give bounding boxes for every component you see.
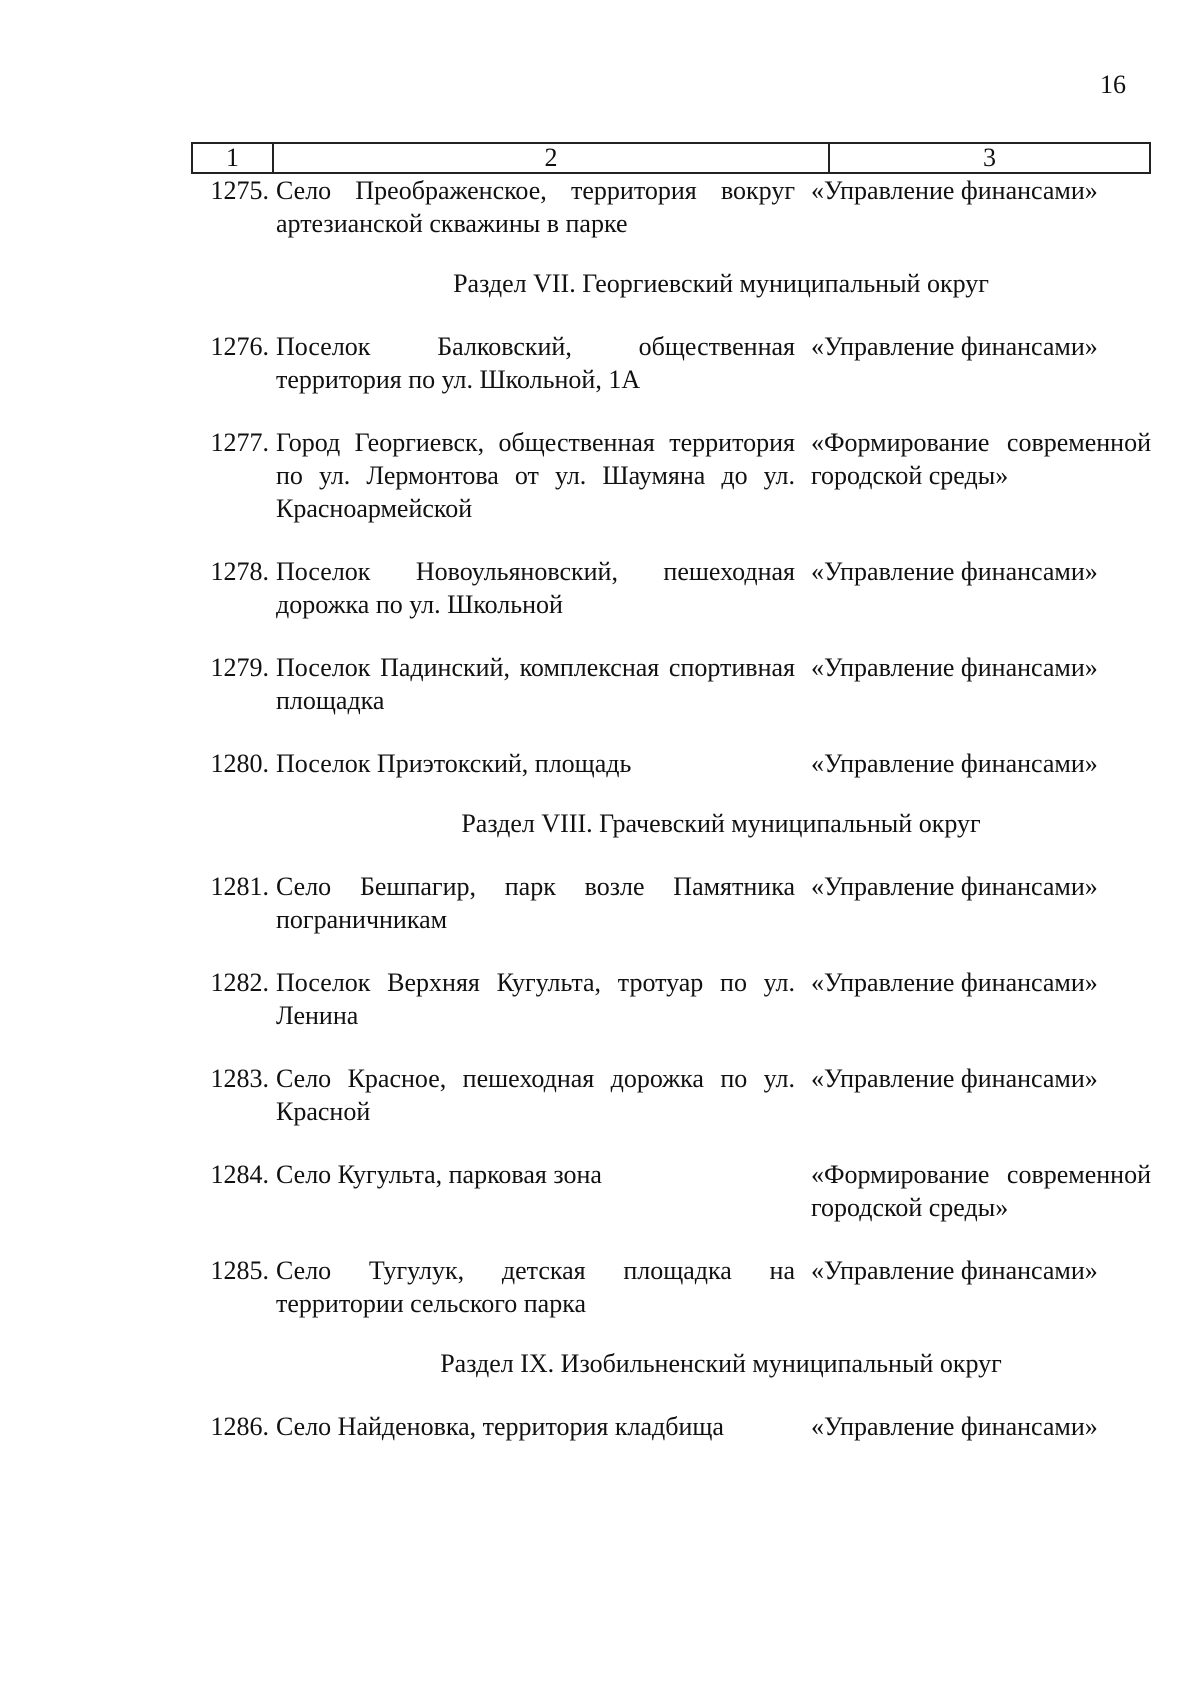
entry-program: «Управление финансами» [811,332,1098,361]
entry-program: «Формирование современной городской среды» [811,1160,1151,1222]
entry-place: Село Кугульта, парковая зона [276,1160,602,1189]
entry-program: «Управление финансами» [811,1412,1098,1441]
entry-place: Село Преображенское, территория вокруг артезианской скважины в парке [276,176,795,238]
entry-number: 1281. [210,872,269,901]
entry-place: Город Георгиевск, общественная территория по ул. Лермонтова от ул. Шаумяна до ул. Красноармейской [276,428,795,523]
entry-number: 1275. [210,176,269,205]
entry-program: «Управление финансами» [811,176,1098,205]
entry-number: 1285. [210,1256,269,1285]
entry-number: 1282. [210,968,269,997]
section-title: Раздел VII. Георгиевский муниципальный округ [453,269,989,298]
page-number: 16 [1100,70,1126,99]
entry-program: «Управление финансами» [811,557,1098,586]
list-item [191,747,1151,780]
entry-place: Поселок Новоульяновский, пешеходная дорожка по ул. Школьной [276,557,795,619]
entry-number: 1277. [210,428,269,457]
document-body [191,174,1151,1443]
entry-place: Село Красное, пешеходная дорожка по ул. Красной [276,1064,795,1126]
column-header-3: 3 [983,143,996,172]
list-item [191,426,1151,525]
list-item [191,870,1151,936]
entry-program: «Управление финансами» [811,1064,1098,1093]
entry-place: Село Найденовка, территория кладбища [276,1412,724,1441]
entry-program: «Формирование современной городской среды» [811,428,1151,490]
entry-number: 1276. [210,332,269,361]
entry-place: Поселок Балковский, общественная территория по ул. Школьной, 1А [276,332,795,394]
entry-program: «Управление финансами» [811,968,1098,997]
entry-program: «Управление финансами» [811,653,1098,682]
entry-program: «Управление финансами» [811,1256,1098,1285]
list-item [191,330,1151,396]
list-item [191,174,1151,240]
entry-number: 1278. [210,557,269,586]
entry-program: «Управление финансами» [811,749,1098,778]
entry-place: Село Бешпагир, парк возле Памятника пограничникам [276,872,795,934]
list-item [191,966,1151,1032]
entry-number: 1279. [210,653,269,682]
entry-place: Поселок Верхняя Кугульта, тротуар по ул. Ленина [276,968,795,1030]
entry-place: Село Тугулук, детская площадка на территории сельского парка [276,1256,795,1318]
section-title: Раздел IX. Изобильненский муниципальный округ [440,1349,1002,1378]
section-title: Раздел VIII. Грачевский муниципальный округ [461,809,981,838]
column-header-2: 2 [274,144,830,172]
column-header-1: 1 [193,144,274,172]
entry-number: 1284. [210,1160,269,1189]
entry-place: Поселок Приэтокский, площадь [276,749,632,778]
entry-number: 1283. [210,1064,269,1093]
list-item [191,1158,1151,1224]
entry-number: 1286. [210,1412,269,1441]
list-item [191,1254,1151,1320]
list-item [191,651,1151,717]
list-item [191,555,1151,621]
entry-number: 1280. [210,749,269,778]
list-item [191,1410,1151,1443]
list-item [191,1062,1151,1128]
entry-program: «Управление финансами» [811,872,1098,901]
table-header [191,142,1151,174]
entry-place: Поселок Падинский, комплексная спортивная площадка [276,653,795,715]
